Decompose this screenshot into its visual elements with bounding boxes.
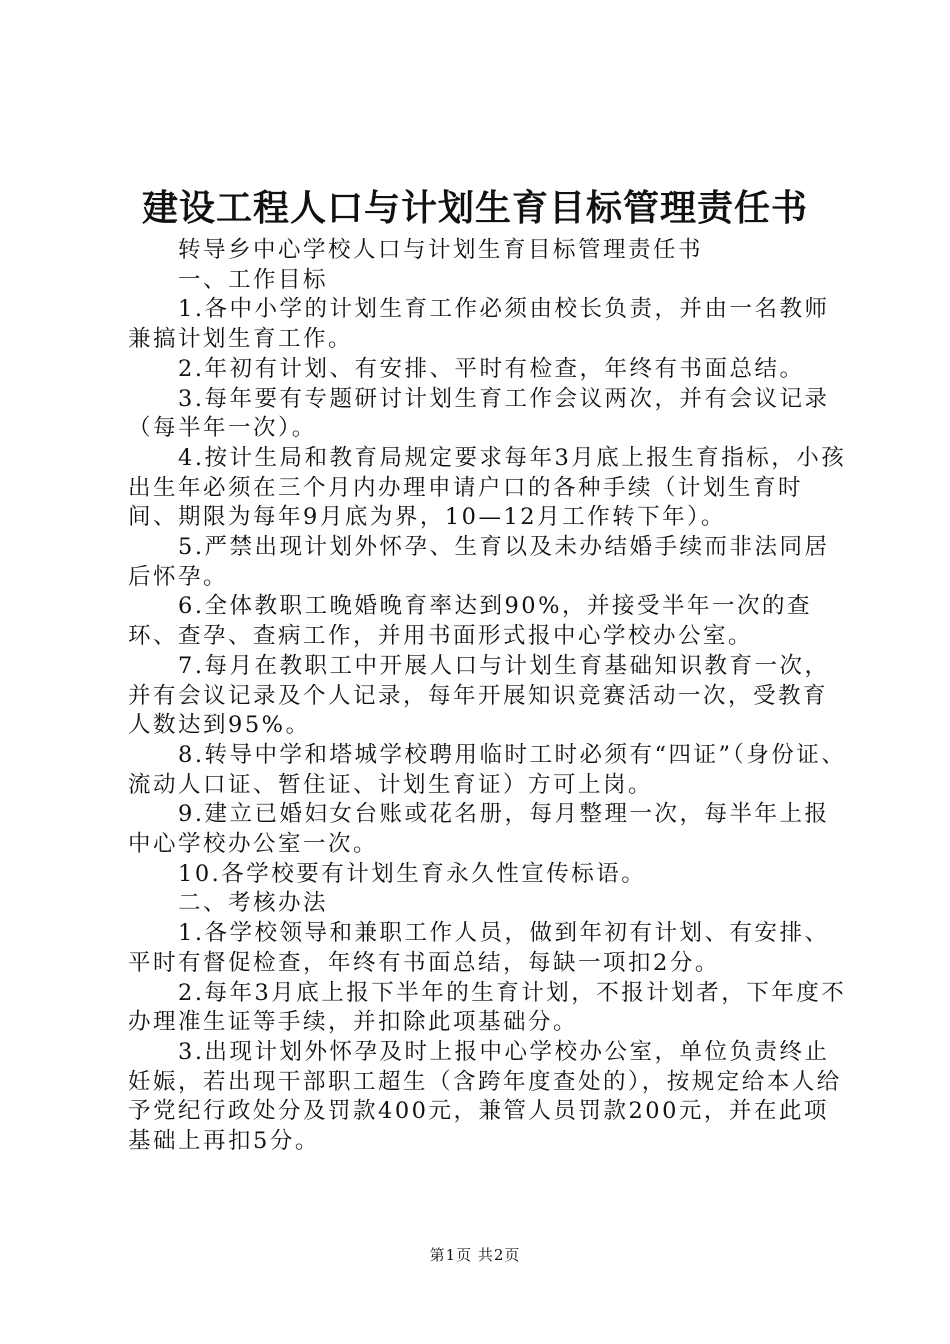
section-heading: 一、工作目标 [178, 266, 329, 293]
paragraph: 转导乡中心学校人口与计划生育目标管理责任书 [178, 237, 704, 263]
paragraph: 2.每年3月底上报下半年的生育计划，不报计划者，下年度不办理准生证等手续，并扣除此项基础分。 [128, 979, 847, 1036]
paragraph: 2.年初有计划、有安排、平时有检查，年终有书面总结。 [178, 355, 805, 382]
paragraph: 10.各学校要有计划生育永久性宣传标语。 [178, 860, 647, 887]
paragraph: 4.按计生局和教育局规定要求每年3月底上报生育指标，小孩出生年必须在三个月内办理申请户口的各种手续（计划生育时间、期限为每年9月底为界，10—12月工作转下年）。 [128, 444, 847, 531]
paragraph: 6.全体教职工晚婚晚育率达到90%，并接受半年一次的查环、查孕、查病工作，并用书面形式报中心学校办公室。 [128, 593, 812, 650]
section-heading: 二、考核办法 [178, 890, 329, 917]
paragraph: 8.转导中学和塔城学校聘用临时工时必须有“四证”（身份证、流动人口证、暂住证、计划生育证）方可上岗。 [128, 741, 847, 798]
paragraph: 7.每月在教职工中开展人口与计划生育基础知识教育一次，并有会议记录及个人记录，每年开展知识竞赛活动一次，受教育人数达到95%。 [128, 652, 830, 739]
page-footer: 第1页 共2页 [429, 1246, 521, 1264]
paragraph: 1.各中小学的计划生育工作必须由校长负责，并由一名教师兼搞计划生育工作。 [128, 296, 830, 353]
document-title: 建设工程人口与计划生育目标管理责任书 [141, 187, 808, 229]
paragraph: 3.每年要有专题研讨计划生育工作会议两次，并有会议记录（每半年一次）。 [128, 385, 830, 442]
paragraph: 5.严禁出现计划外怀孕、生育以及未办结婚手续而非法同居后怀孕。 [128, 534, 830, 590]
paragraph: 3.出现计划外怀孕及时上报中心学校办公室，单位负责终止妊娠，若出现干部职工超生（含跨年度查处的），按规定给本人给予党纪行政处分及罚款400元，兼管人员罚款200元，并在此项基础上再扣5分。 [128, 1038, 842, 1155]
paragraph: 9.建立已婚妇女台账或花名册，每月整理一次，每半年上报中心学校办公室一次。 [128, 801, 830, 858]
paragraph: 1.各学校领导和兼职工作人员，做到年初有计划、有安排、平时有督促检查，年终有书面总结，每缺一项扣2分。 [128, 920, 830, 976]
document-body [128, 236, 848, 1157]
